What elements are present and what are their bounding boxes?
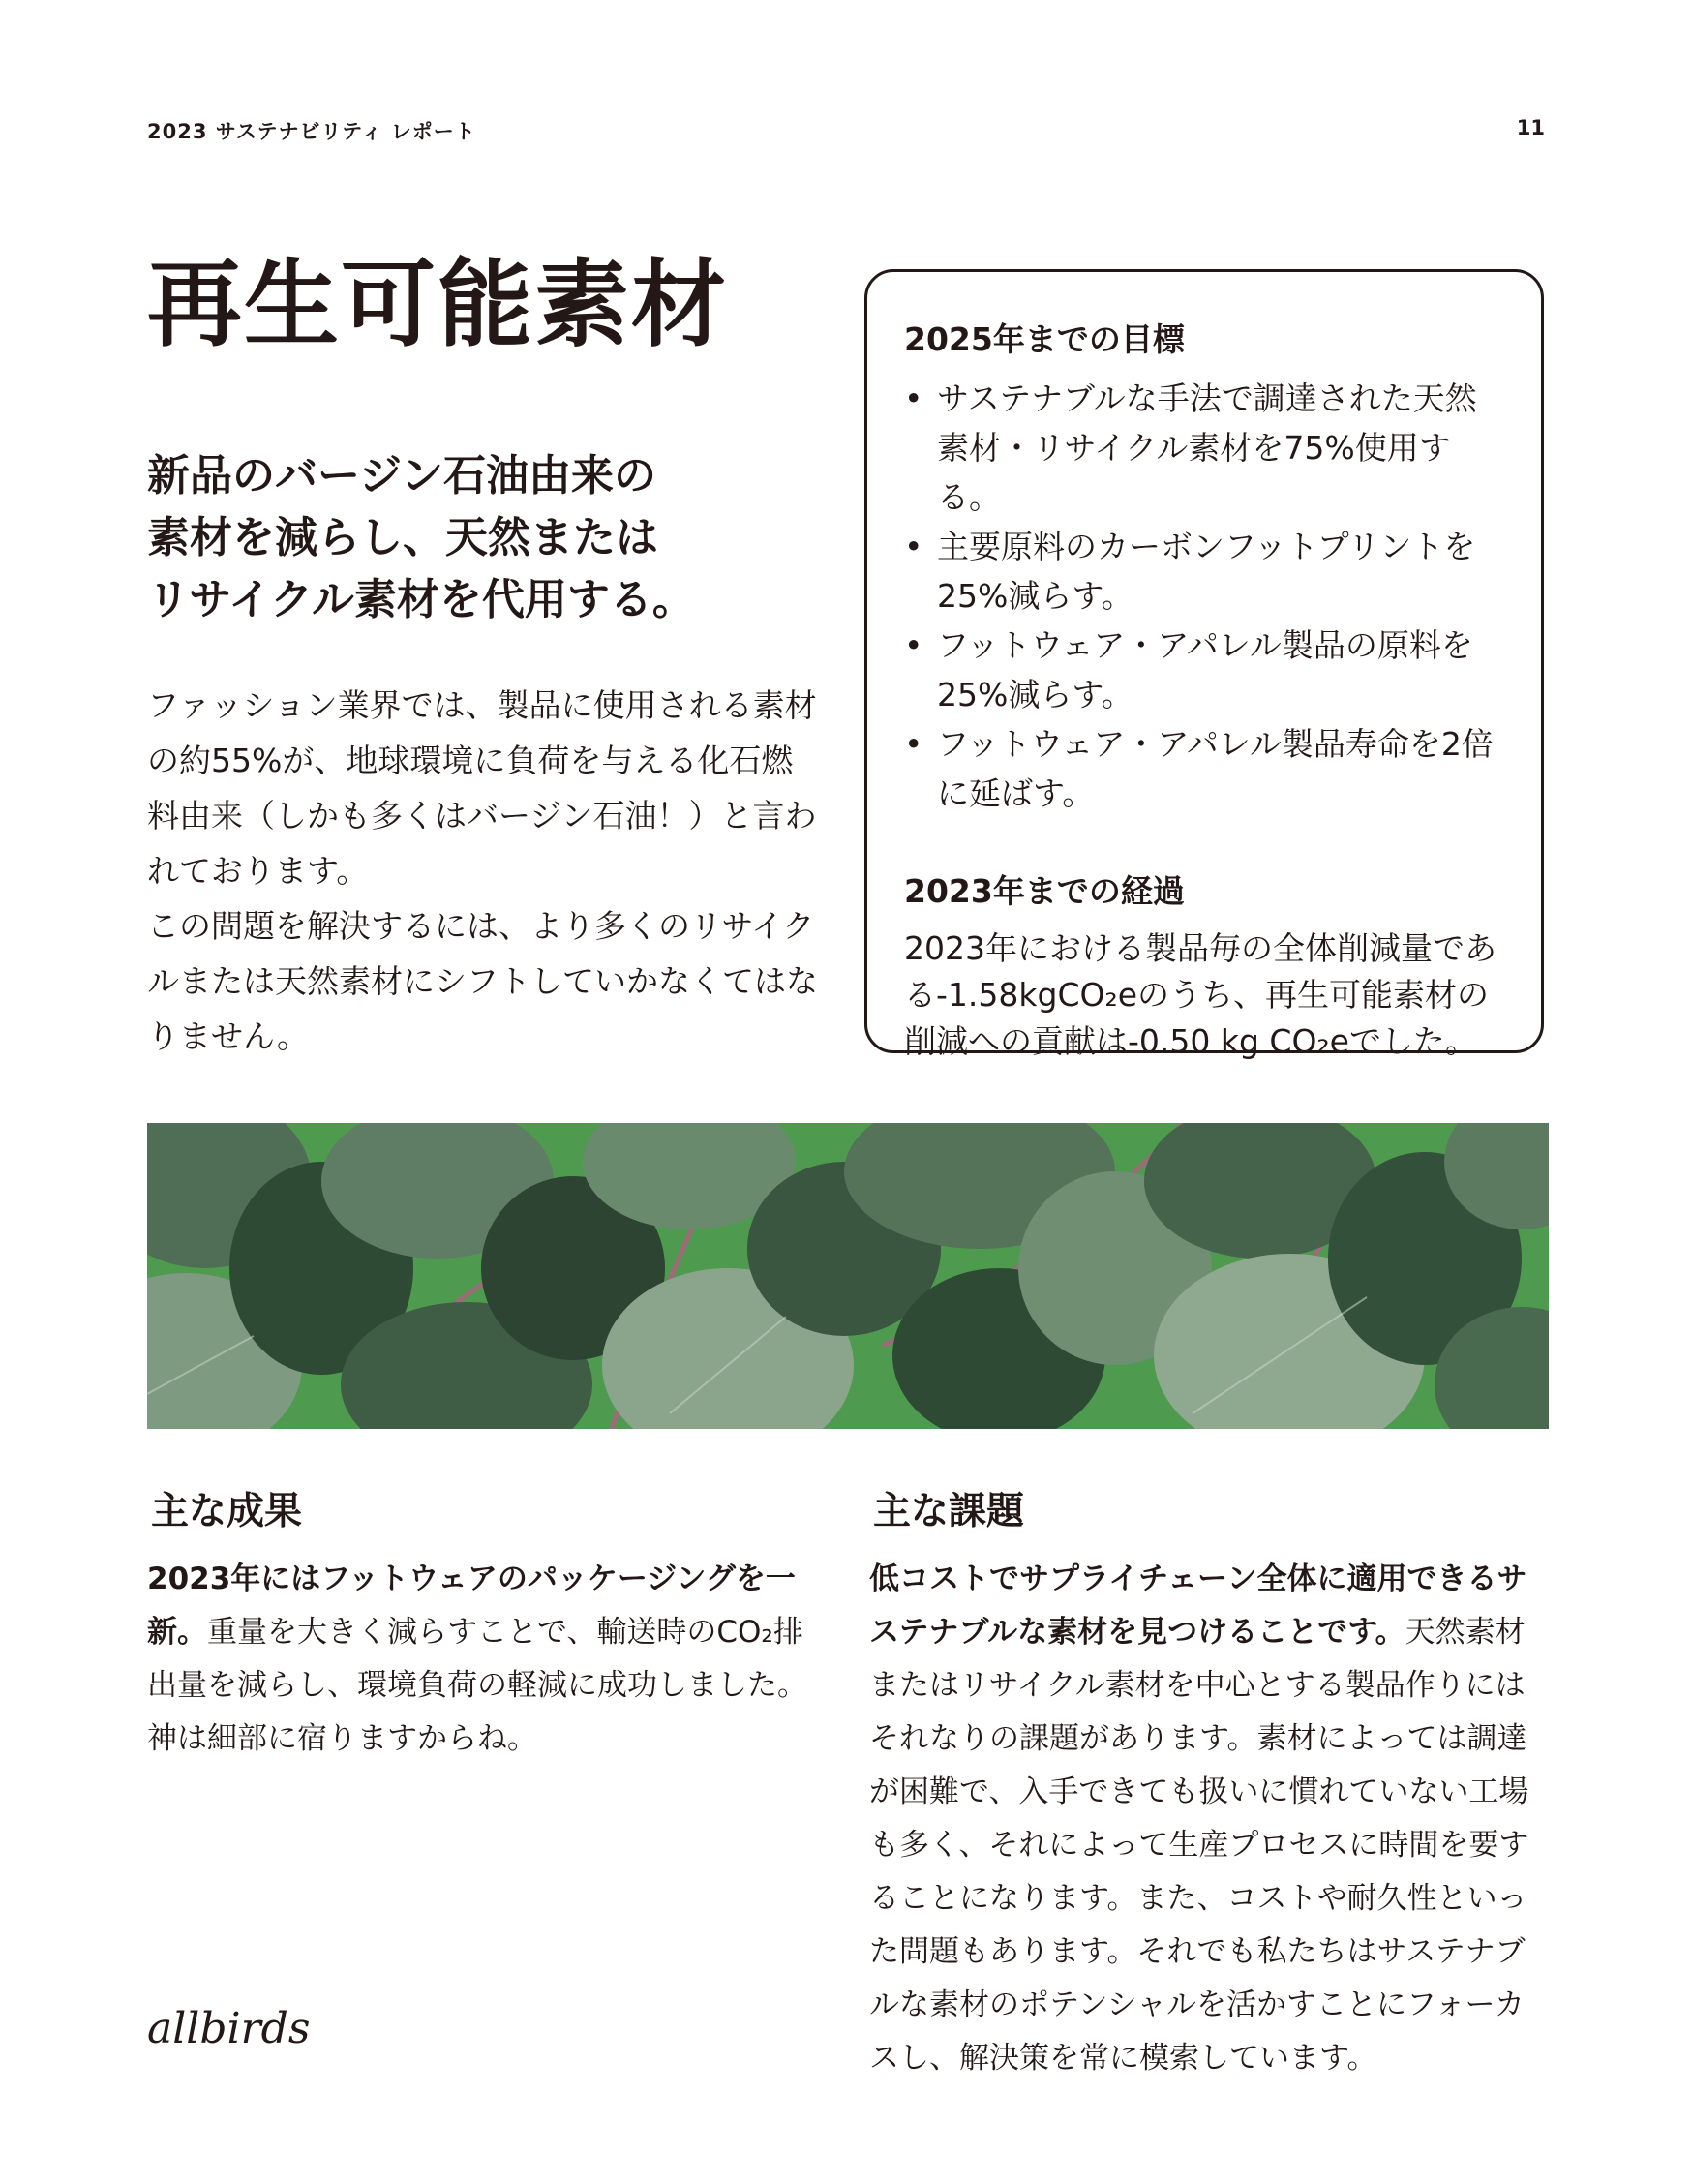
- achievements-section: [147, 1481, 807, 1766]
- achievements-heading: 主な成果: [151, 1490, 303, 1533]
- goals-box: [864, 269, 1544, 1060]
- intro-paragraph: この問題を解決するには、より多くのリサイクルまたは天然素材にシフトしていかなくてはなりません。: [147, 907, 818, 1055]
- intro-body: [147, 678, 825, 1064]
- goals-heading: 2025年までの目標: [904, 320, 1185, 358]
- allbirds-logo: [147, 1996, 312, 2068]
- goal-item: • フットウェア・アパレル製品の原料を25%減らす。: [904, 621, 1504, 719]
- challenges-text: [869, 1553, 1547, 2085]
- lead-line: 新品のバージン石油由来の: [147, 451, 657, 500]
- progress-heading: 2023年までの経過: [904, 872, 1185, 910]
- achievements-text: [147, 1553, 807, 1766]
- eucalyptus-leaves-image: [147, 1123, 1549, 1429]
- achievements-bold: 2023年にはフットウェアのパッケージングを一新。: [147, 1562, 796, 1650]
- lead-line: リサイクル素材を代用する。: [147, 575, 695, 624]
- challenges-body: 天然素材またはリサイクル素材を中心とする製品作りにはそれなりの課題があります。素材によっては調達が困難で、入手できても扱いに慣れていない工場も多く、それによって生産プロセスに時間を要することになります。また、コストや耐久性といった問題もあります。それでも私たちはサステナブルな素材のポテンシャルを活かすことにフォーカスし、解決策を常に模索しています。: [869, 1615, 1529, 2076]
- goals-list: [904, 374, 1504, 818]
- challenges-heading: 主な課題: [873, 1490, 1025, 1533]
- intro-paragraph: ファッション業界では、製品に使用される素材の約55%が、地球環境に負荷を与える化石燃料由来（しかも多くはバージン石油！）と言われております。: [147, 686, 817, 890]
- report-title: 2023 サステナビリティ レポート: [147, 120, 476, 143]
- achievements-body: 重量を大きく減らすことで、輸送時のCO₂排出量を減らし、環境負荷の軽減に成功しました。神は細部に宿りますからね。: [147, 1615, 807, 1756]
- progress-text: 2023年における製品毎の全体削減量である-1.58kgCO₂eのうち、再生可能素材の削減への貢献は-0.50 kg CO₂eでした。: [904, 929, 1496, 1060]
- eucalyptus-photo: [147, 1123, 1549, 1429]
- challenges-section: [869, 1481, 1547, 2085]
- goal-item: • 主要原料のカーボンフットプリントを25%減らす。: [904, 522, 1504, 621]
- page-number: 11: [1516, 116, 1545, 139]
- challenges-bold: 低コストでサプライチェーン全体に適用できるサステナブルな素材を見つけることです。: [869, 1562, 1527, 1650]
- goal-item: • フットウェア・アパレル製品寿命を2倍に延ばす。: [904, 719, 1504, 818]
- lead-line: 素材を減らし、天然または: [147, 513, 658, 562]
- page-title: 再生可能素材: [147, 250, 729, 360]
- goal-item: • サステナブルな手法で調達された天然素材・リサイクル素材を75%使用する。: [904, 374, 1504, 522]
- logo-text: allbirds: [147, 2004, 311, 2053]
- lead-statement: [147, 445, 844, 631]
